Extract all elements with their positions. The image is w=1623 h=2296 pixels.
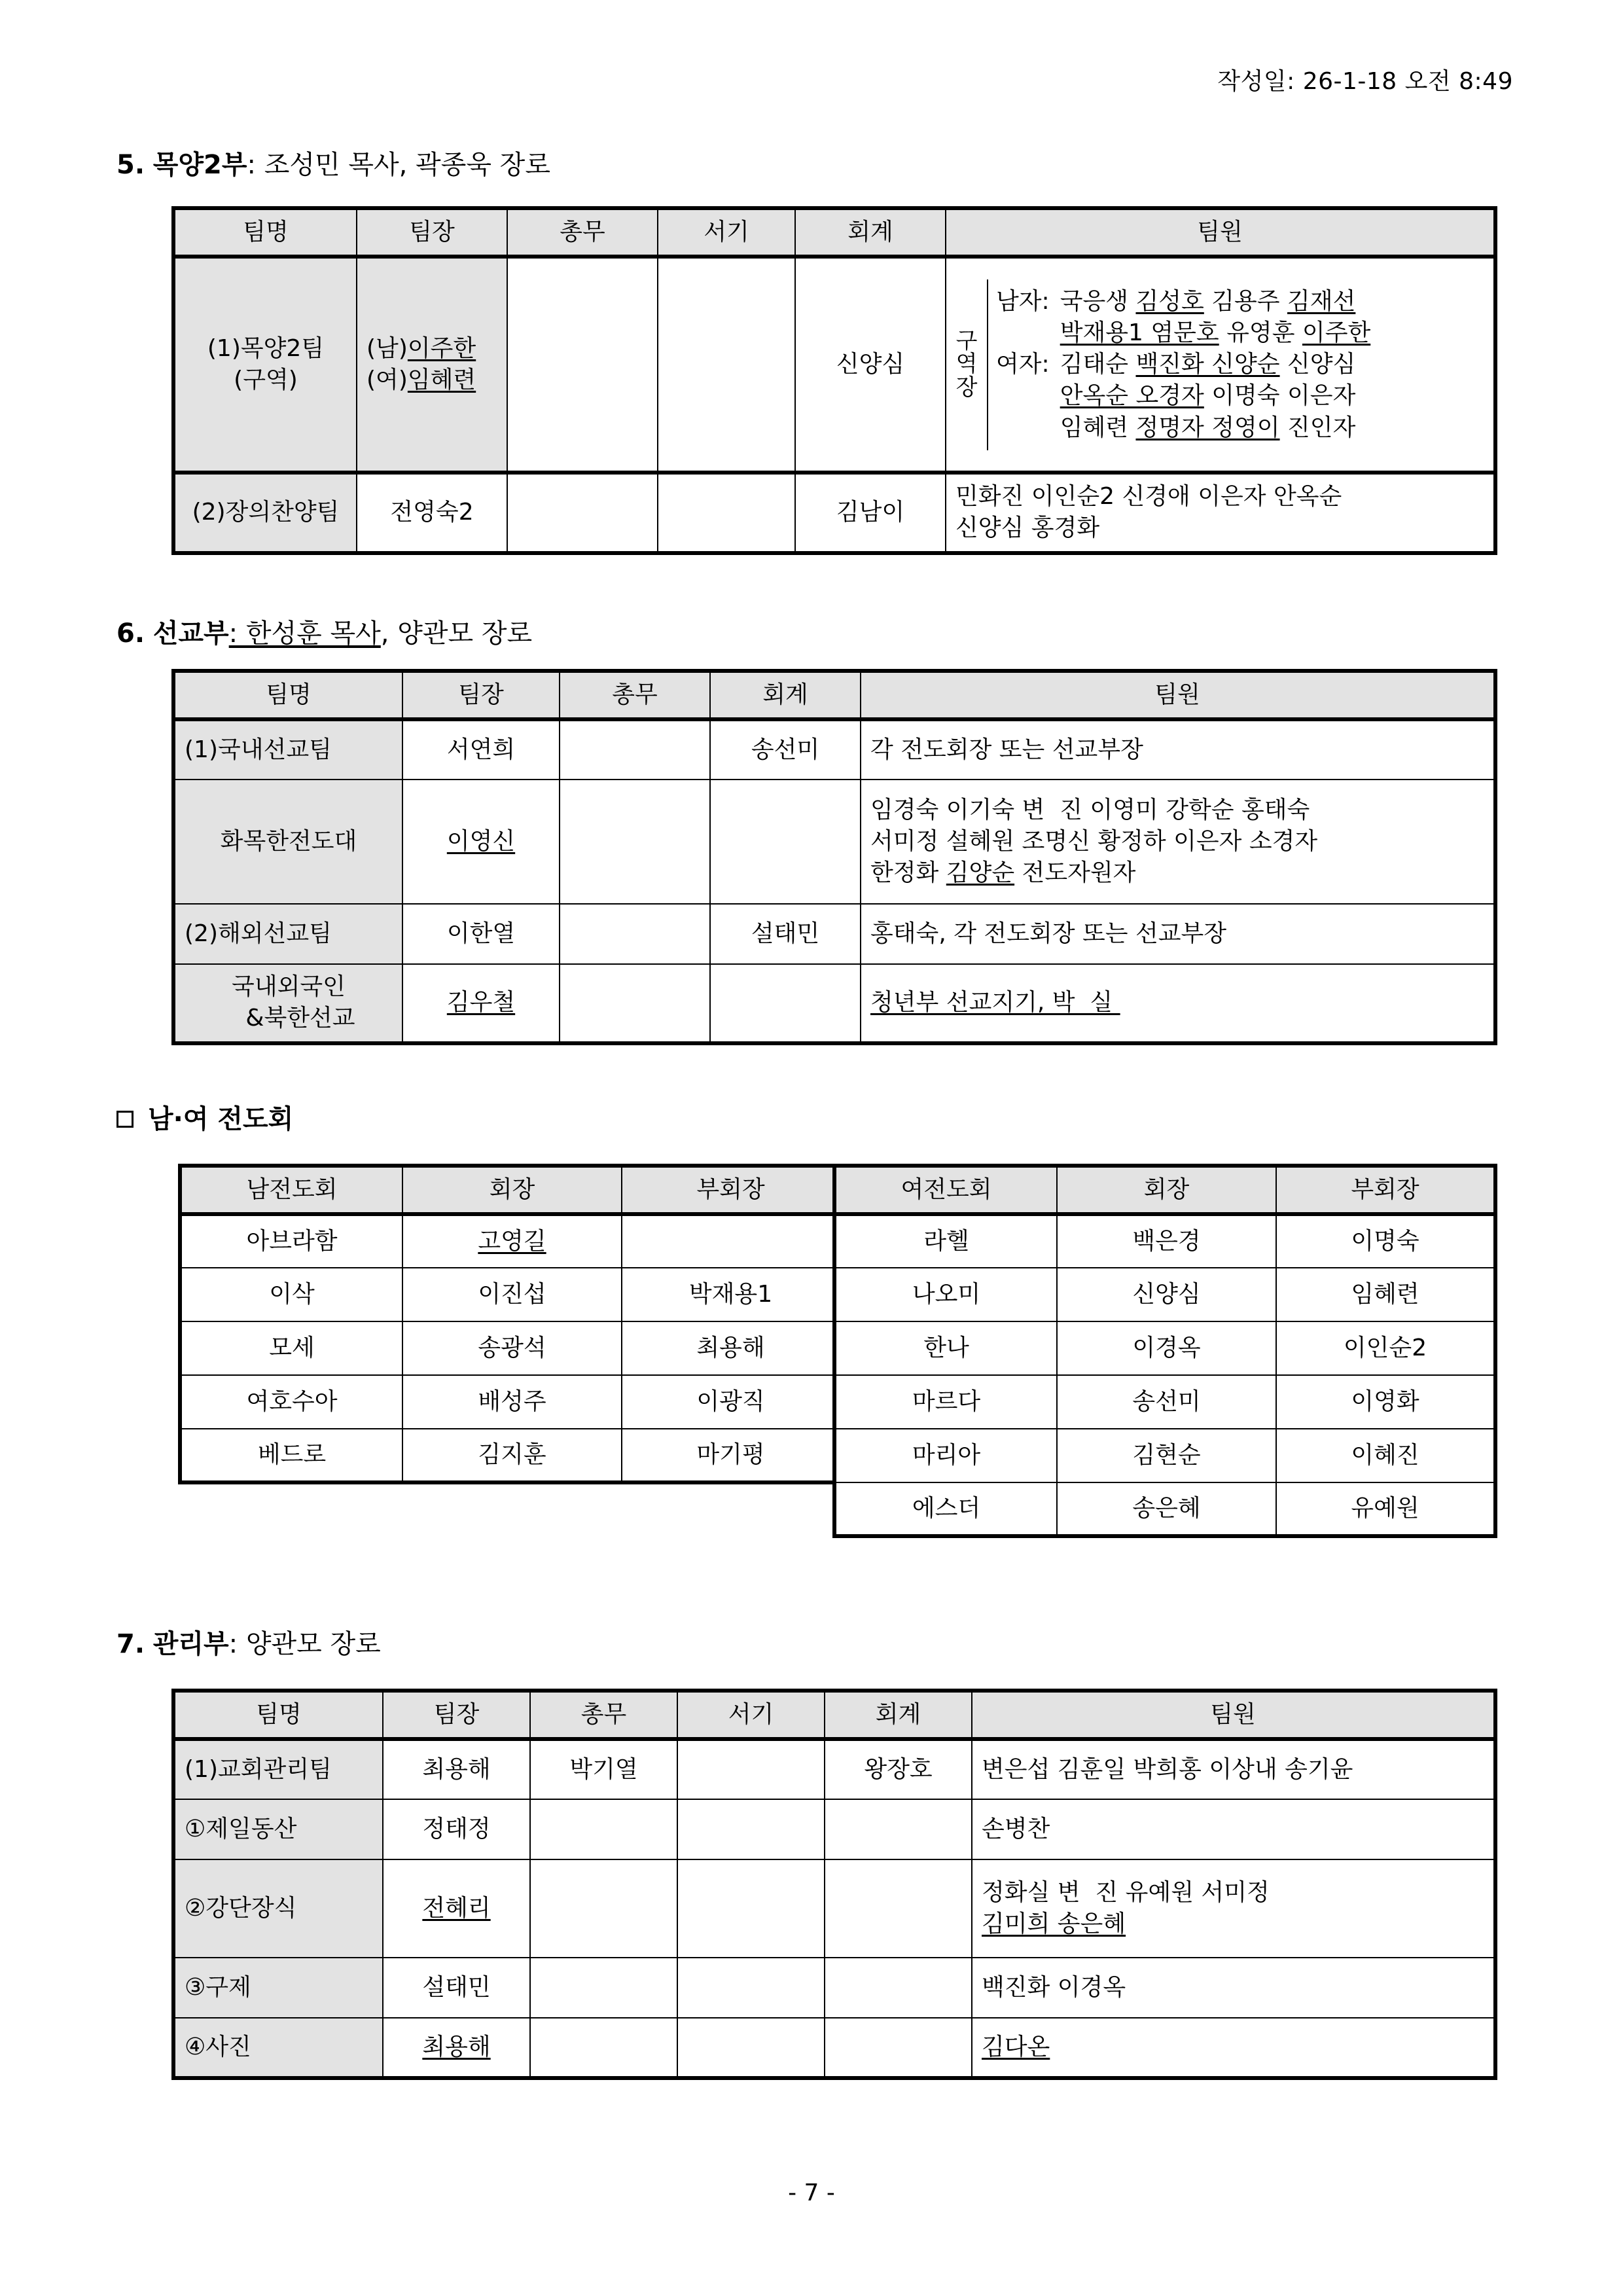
cell-clerk (677, 1859, 825, 1958)
col-header-general-affairs: 총무 (507, 208, 658, 257)
cell-president: 김지훈 (402, 1429, 622, 1482)
table-mokyang2 (171, 206, 1497, 555)
cell-vice-president: 이영화 (1276, 1375, 1495, 1429)
cell-clerk (658, 257, 795, 473)
cell-treasurer: 설태민 (710, 904, 861, 964)
cell-president: 김현순 (1057, 1429, 1276, 1482)
document-created-date: 작성일: 26-1-18 오전 8:49 (1217, 68, 1513, 95)
cell-members: 김다온 (972, 2018, 1495, 2078)
cell-team-name: (1)교회관리팀 (173, 1739, 383, 1799)
cell-general-affairs (530, 1859, 677, 1958)
table-row (180, 1268, 841, 1321)
cell-team-name: (2)해외선교팀 (173, 904, 402, 964)
col-header-team-leader: 팀장 (383, 1691, 530, 1739)
cell-team-leader: 김우철 (402, 964, 560, 1043)
table-row (180, 1375, 841, 1429)
cell-members: 각 전도회장 또는 선교부장 (861, 719, 1495, 780)
evangelism-heading (116, 1106, 293, 1132)
square-bullet-icon (116, 1111, 134, 1128)
cell-members: 백진화 이경옥 (972, 1958, 1495, 2018)
cell-members: 홍태숙, 각 전도회장 또는 선교부장 (861, 904, 1495, 964)
cell-general-affairs (530, 1799, 677, 1859)
cell-general-affairs (507, 473, 658, 552)
cell-team-leader (357, 257, 507, 473)
table-women-evangelism (832, 1164, 1497, 1538)
cell-vice-president: 박재용1 (622, 1268, 841, 1321)
evangelism-heading-label: 남·여 전도회 (148, 1104, 294, 1134)
section-heading-7 (116, 1631, 381, 1657)
table-row (173, 1739, 1495, 1799)
team-name-line2: &북한선교 (245, 1005, 355, 1032)
col-header-general-affairs: 총무 (560, 671, 710, 719)
table-row (173, 2018, 1495, 2078)
cell-group-name: 여호수아 (180, 1375, 402, 1429)
cell-treasurer (710, 964, 861, 1043)
cell-members: 청년부 선교지기, 박 실 (861, 964, 1495, 1043)
cell-team-leader: 최용해 (383, 2018, 530, 2078)
col-header-members: 팀원 (972, 1691, 1495, 1739)
cell-clerk (677, 1739, 825, 1799)
member-male-label: 남자: (996, 287, 1050, 315)
cell-treasurer (825, 1958, 972, 2018)
cell-group-name: 이삭 (180, 1268, 402, 1321)
section-5-number: 5. (116, 150, 145, 180)
table-row (834, 1321, 1495, 1375)
table-men-evangelism (178, 1164, 843, 1484)
cell-team-leader: 전혜리 (383, 1859, 530, 1958)
section-6-pastor: : 한성훈 목사 (228, 619, 381, 649)
team-name-line1: (1)목양2팀 (207, 335, 325, 362)
cell-general-affairs (530, 2018, 677, 2078)
cell-team-name: ①제일동산 (173, 1799, 383, 1859)
cell-president: 송선미 (1057, 1375, 1276, 1429)
cell-team-leader: 설태민 (383, 1958, 530, 2018)
cell-clerk (677, 1958, 825, 2018)
cell-general-affairs (530, 1958, 677, 2018)
table-gwanri-header-row (173, 1691, 1495, 1739)
cell-general-affairs (560, 780, 710, 904)
table-row (173, 904, 1495, 964)
cell-team-leader: 서연희 (402, 719, 560, 780)
cell-vice-president (622, 1214, 841, 1268)
table-row (834, 1429, 1495, 1482)
cell-general-affairs (560, 719, 710, 780)
table-row (834, 1214, 1495, 1268)
cell-treasurer (710, 780, 861, 904)
cell-president: 백은경 (1057, 1214, 1276, 1268)
table-row (173, 719, 1495, 780)
team-name-line1: 국내외국인 (232, 973, 346, 1001)
cell-vice-president: 이명숙 (1276, 1214, 1495, 1268)
cell-team-leader: 최용해 (383, 1739, 530, 1799)
cell-treasurer (825, 2018, 972, 2078)
page-number: - 7 - (788, 2179, 835, 2206)
member-female-names: 김태순 백진화 신양순 신양심 안옥순 오경자 이명숙 이은자 임혜련 정명자 정영이 진인자 (1060, 351, 1356, 441)
cell-group-name: 에스더 (834, 1482, 1057, 1536)
cell-group-name: 마르다 (834, 1375, 1057, 1429)
cell-vice-president: 마기평 (622, 1429, 841, 1482)
cell-clerk (658, 473, 795, 552)
cell-team-name (173, 257, 357, 473)
cell-treasurer (825, 1799, 972, 1859)
cell-general-affairs (560, 964, 710, 1043)
table-row (173, 1799, 1495, 1859)
cell-team-name: ③구제 (173, 1958, 383, 2018)
section-5-staff: : 조성민 목사, 곽종욱 장로 (247, 150, 550, 180)
cell-team-leader: 정태정 (383, 1799, 530, 1859)
section-7-department: 관리부 (152, 1629, 229, 1659)
table-women-header-row (834, 1166, 1495, 1214)
col-header-vice-president: 부회장 (1276, 1166, 1495, 1214)
cell-general-affairs: 박기열 (530, 1739, 677, 1799)
cell-treasurer: 신양심 (795, 257, 946, 473)
table-row (180, 1321, 841, 1375)
cell-team-leader: 이영신 (402, 780, 560, 904)
cell-members: 정화실 변 진 유예원 서미정 김미희 송은혜 (972, 1859, 1495, 1958)
cell-group-name: 베드로 (180, 1429, 402, 1482)
member-line-3: 한정화 김양순 전도자원자 (870, 859, 1136, 887)
cell-team-name: (2)장의찬양팀 (173, 473, 357, 552)
member-male-names: 국응생 김성호 김용주 김재선 박재용1 염문호 유영훈 이주한 (1060, 287, 1371, 346)
col-header-treasurer: 회계 (825, 1691, 972, 1739)
table-seongyo (171, 669, 1497, 1045)
table-row (180, 1214, 841, 1268)
cell-president: 송은혜 (1057, 1482, 1276, 1536)
section-6-department: 선교부 (152, 619, 229, 649)
cell-group-name: 모세 (180, 1321, 402, 1375)
section-5-department: 목양2부 (152, 150, 247, 180)
col-header-team-leader: 팀장 (402, 671, 560, 719)
cell-vice-president: 최용해 (622, 1321, 841, 1375)
cell-treasurer: 김남이 (795, 473, 946, 552)
table-row (173, 257, 1495, 473)
col-header-women-group: 여전도회 (834, 1166, 1057, 1214)
table-men-header-row (180, 1166, 841, 1214)
team-leader-male: (남)이주한 (366, 335, 476, 362)
table-row (834, 1268, 1495, 1321)
section-6-number: 6. (116, 619, 145, 649)
col-header-members: 팀원 (946, 208, 1495, 257)
cell-vice-president: 이혜진 (1276, 1429, 1495, 1482)
cell-clerk (677, 1799, 825, 1859)
col-header-members: 팀원 (861, 671, 1495, 719)
table-row (173, 780, 1495, 904)
cell-members (946, 257, 1495, 473)
col-header-treasurer: 회계 (795, 208, 946, 257)
col-header-clerk: 서기 (658, 208, 795, 257)
cell-team-name: ④사진 (173, 2018, 383, 2078)
col-header-treasurer: 회계 (710, 671, 861, 719)
cell-members: 민화진 이인순2 신경애 이은자 안옥순 신양심 홍경화 (946, 473, 1495, 552)
table-mokyang2-header-row (173, 208, 1495, 257)
table-row (180, 1429, 841, 1482)
cell-clerk (677, 2018, 825, 2078)
col-header-team-name: 팀명 (173, 1691, 383, 1739)
cell-members: 변은섭 김훈일 박희홍 이상내 송기윤 (972, 1739, 1495, 1799)
col-header-president: 회장 (1057, 1166, 1276, 1214)
section-heading-5 (116, 152, 550, 178)
cell-treasurer (825, 1859, 972, 1958)
member-side-label-district-leader: 구 역 장 (946, 279, 988, 450)
cell-team-leader: 이한열 (402, 904, 560, 964)
cell-team-leader: 전영숙2 (357, 473, 507, 552)
cell-group-name: 라헬 (834, 1214, 1057, 1268)
table-row (173, 1958, 1495, 2018)
cell-vice-president: 유예원 (1276, 1482, 1495, 1536)
col-header-clerk: 서기 (677, 1691, 825, 1739)
col-header-president: 회장 (402, 1166, 622, 1214)
cell-treasurer: 왕장호 (825, 1739, 972, 1799)
team-name-line2: (구역) (234, 367, 298, 394)
cell-president: 배성주 (402, 1375, 622, 1429)
cell-president: 고영길 (402, 1214, 622, 1268)
member-names-block (988, 279, 1493, 450)
cell-treasurer: 송선미 (710, 719, 861, 780)
cell-members: 손병찬 (972, 1799, 1495, 1859)
table-row (834, 1482, 1495, 1536)
cell-vice-president: 임혜련 (1276, 1268, 1495, 1321)
section-6-elder: , 양관모 장로 (380, 619, 533, 649)
table-row (834, 1375, 1495, 1429)
cell-group-name: 마리아 (834, 1429, 1057, 1482)
table-row (173, 473, 1495, 552)
cell-general-affairs (560, 904, 710, 964)
cell-team-name: ②강단장식 (173, 1859, 383, 1958)
section-heading-6 (116, 620, 532, 647)
cell-group-name: 아브라함 (180, 1214, 402, 1268)
table-seongyo-header-row (173, 671, 1495, 719)
cell-group-name: 한나 (834, 1321, 1057, 1375)
table-row (173, 1859, 1495, 1958)
table-gwanri (171, 1689, 1497, 2080)
col-header-men-group: 남전도회 (180, 1166, 402, 1214)
cell-president: 신양심 (1057, 1268, 1276, 1321)
member-female-label: 여자: (996, 351, 1050, 378)
cell-president: 이진섭 (402, 1268, 622, 1321)
section-7-number: 7. (116, 1629, 145, 1659)
section-7-staff: : 양관모 장로 (228, 1629, 381, 1659)
col-header-team-name: 팀명 (173, 208, 357, 257)
team-leader-female: (여)임혜련 (366, 367, 476, 394)
cell-president: 송광석 (402, 1321, 622, 1375)
cell-president: 이경옥 (1057, 1321, 1276, 1375)
cell-vice-president: 이인순2 (1276, 1321, 1495, 1375)
cell-general-affairs (507, 257, 658, 473)
col-header-vice-president: 부회장 (622, 1166, 841, 1214)
cell-team-name: 화목한전도대 (173, 780, 402, 904)
col-header-team-leader: 팀장 (357, 208, 507, 257)
cell-team-name: (1)국내선교팀 (173, 719, 402, 780)
cell-vice-president: 이광직 (622, 1375, 841, 1429)
cell-members: 임경숙 이기숙 변 진 이영미 강학순 홍태숙 서미정 설혜원 조명신 황정하 이은자 소경자 한정화 김양순 전도자원자 (861, 780, 1495, 904)
cell-group-name: 나오미 (834, 1268, 1057, 1321)
table-row (173, 964, 1495, 1043)
col-header-general-affairs: 총무 (530, 1691, 677, 1739)
cell-team-name (173, 964, 402, 1043)
col-header-team-name: 팀명 (173, 671, 402, 719)
